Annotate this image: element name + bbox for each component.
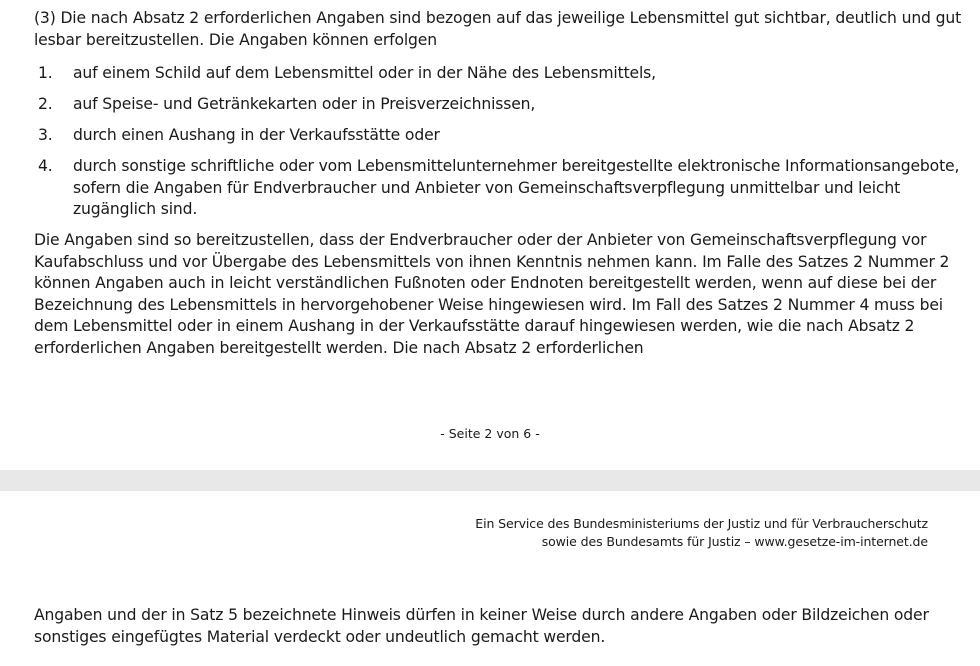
list-item — [0, 94, 980, 116]
list-item — [0, 125, 980, 147]
list-item-number: 1. — [38, 64, 53, 82]
service-note-line-2: sowie des Bundesamts für Justiz – www.gesetze-im-internet.de — [541, 534, 928, 549]
page-separator — [0, 470, 980, 491]
numbered-list — [0, 63, 980, 230]
document-page-3 — [0, 491, 980, 666]
paragraph-3-intro: (3) Die nach Absatz 2 erforderlichen Angaben sind bezogen auf das jeweilige Lebensmittel gut sichtbar, deutlich und gut lesbar bereitzustellen. Die Angaben können erfolgen — [34, 9, 962, 49]
paragraph-end: Angaben und der in Satz 5 bezeichnete Hinweis dürfen in keiner Weise durch andere Angaben oder Bildzeichen oder sonstiges eingefügtes Material verdeckt oder undeutlich gemacht werden. — [34, 606, 929, 646]
service-note-line-1: Ein Service des Bundesministeriums der Justiz und für Verbraucherschutz — [475, 516, 928, 531]
list-item-text: auf Speise- und Getränkekarten oder in Preisverzeichnissen, — [73, 95, 536, 113]
page-number: - Seite 2 von 6 - — [440, 426, 540, 441]
list-item — [0, 156, 980, 221]
list-item-text: durch sonstige schriftliche oder vom Lebensmittelunternehmer bereitgestellte elektronische Informationsangebote, sofern die Angaben für Endverbraucher und Anbieter von Gemeinschaftsverpflegung unmittelbar und leicht zugänglich sind. — [73, 157, 960, 218]
list-item-number: 4. — [38, 157, 53, 175]
list-item-number: 2. — [38, 95, 53, 113]
page-header-service-note — [475, 515, 928, 551]
list-item — [0, 63, 980, 85]
list-item-text: auf einem Schild auf dem Lebensmittel oder in der Nähe des Lebensmittels, — [73, 64, 656, 82]
paragraph-continued: Die Angaben sind so bereitzustellen, dass der Endverbraucher oder der Anbieter von Gemeinschaftsverpflegung vor Kaufabschluss und vor Übergabe des Lebensmittels von ihnen Kenntnis nehmen kann. Im Falle des Satzes 2 Nummer 2 können Angaben auch in leicht verständlichen Fußnoten oder Endnoten bereitgestellt werden, wenn auf diese bei der Bezeichnung des Lebensmittels in hervorgehobener Weise hingewiesen wird. Im Fall des Satzes 2 Nummer 4 muss bei dem Lebensmittel oder in einem Aushang in der Verkaufsstätte darauf hingewiesen werden, wie die nach Absatz 2 erforderlichen Angaben bereitgestellt werden. Die nach Absatz 2 erforderlichen — [34, 231, 950, 357]
list-item-text: durch einen Aushang in der Verkaufsstätte oder — [73, 126, 440, 144]
list-item-number: 3. — [38, 126, 53, 144]
